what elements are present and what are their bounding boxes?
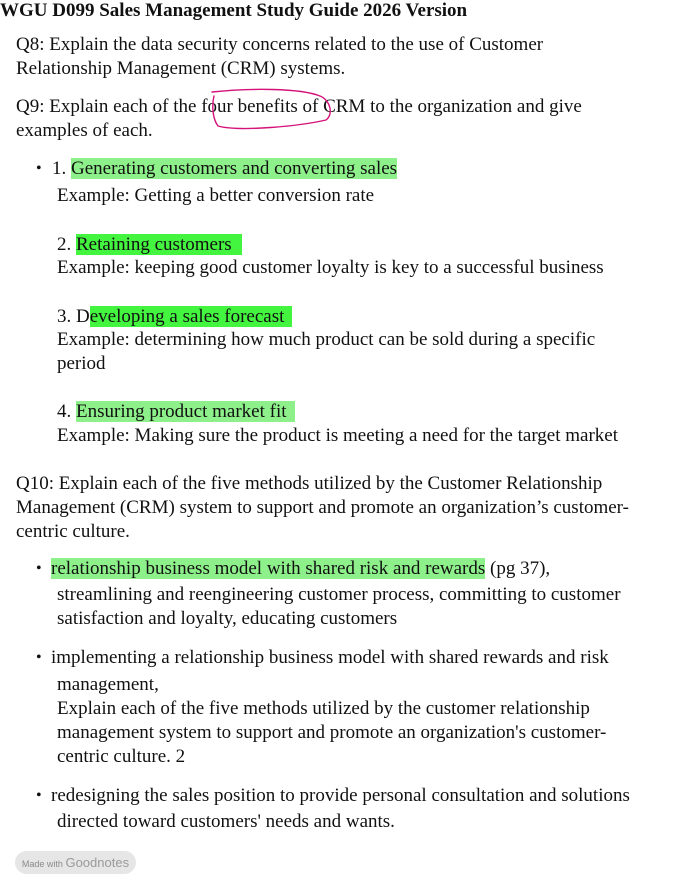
bullet-dot: • [36,560,42,577]
benefit-1-number: 1. [52,158,71,179]
goodnotes-logo: Goodnotes [65,855,130,870]
bullet-dot: • [36,787,42,804]
benefit-1-example: Example: Getting a better conversion rate [57,185,375,206]
method-3-line-1: redesigning the sales position to provide personal consultation and solutions [51,785,630,806]
q10-line-3: centric culture. [16,521,130,542]
circled-phrase: four benefits of [201,96,319,117]
method-2-line-2: management, [57,674,159,695]
q10-method-2 [38,646,609,670]
method-3-line-2: directed toward customers' needs and wants. [57,811,395,832]
bullet-dot: • [36,649,42,666]
question-9 [16,95,686,143]
benefit-2-title: Retaining customers [76,234,242,255]
benefit-3-title: eveloping a sales forecast [90,306,293,327]
q9-benefit-1 [38,157,397,181]
q10-line-1: Q10: Explain each of the five methods utilized by the Customer Relationship [16,473,603,494]
method-2-line-4: management system to support and promote an organization's customer- [57,722,607,743]
made-with-label: Made with [21,859,63,869]
document-title: WGU D099 Sales Management Study Guide 2026 Version [0,0,468,21]
method-1-page-ref: (pg 37), [485,558,551,579]
bullet-dot: • [36,160,42,177]
q10-method-1 [38,557,550,581]
method-1-line-2: streamlining and reengineering customer process, committing to customer [57,584,621,605]
q9-benefit-4: 4. Ensuring product market fit [57,400,295,424]
q9-line-1: Q9: Explain each of the four benefits of CRM to the organization and give [16,96,582,117]
benefit-3-example-line-1: Example: determining how much product can be sold during a specific [57,329,596,350]
q9-benefit-2: 2. Retaining customers [57,233,242,257]
q8-line-2: Relationship Management (CRM) systems. [16,58,346,79]
q10-line-2: Management (CRM) system to support and promote an organization’s customer- [16,497,629,518]
method-2-line-5: centric culture. 2 [57,746,186,767]
benefit-4-title: Ensuring product market fit [76,401,295,422]
q9-benefit-3: 3. Developing a sales forecast [57,305,292,329]
q9-line-2: examples of each. [16,120,153,141]
benefit-1-title: Generating customers and converting sales [71,158,398,179]
benefit-3-example-line-2: period [57,353,106,374]
q8-line-1: Q8: Explain the data security concerns related to the use of Customer [16,34,544,55]
method-1-line-3: satisfaction and loyalty, educating customers [57,608,398,629]
method-2-line-1: implementing a relationship business model with shared rewards and risk [51,647,609,668]
question-8 [16,33,686,81]
benefit-4-example: Example: Making sure the product is meeting a need for the target market [57,425,619,446]
q10-method-3 [38,784,630,808]
method-2-line-3: Explain each of the five methods utilized by the customer relationship [57,698,590,719]
benefit-2-example: Example: keeping good customer loyalty is key to a successful business [57,257,604,278]
goodnotes-badge [15,851,136,874]
question-10 [16,472,686,544]
method-1-highlight: relationship business model with shared risk and rewards [51,558,486,579]
